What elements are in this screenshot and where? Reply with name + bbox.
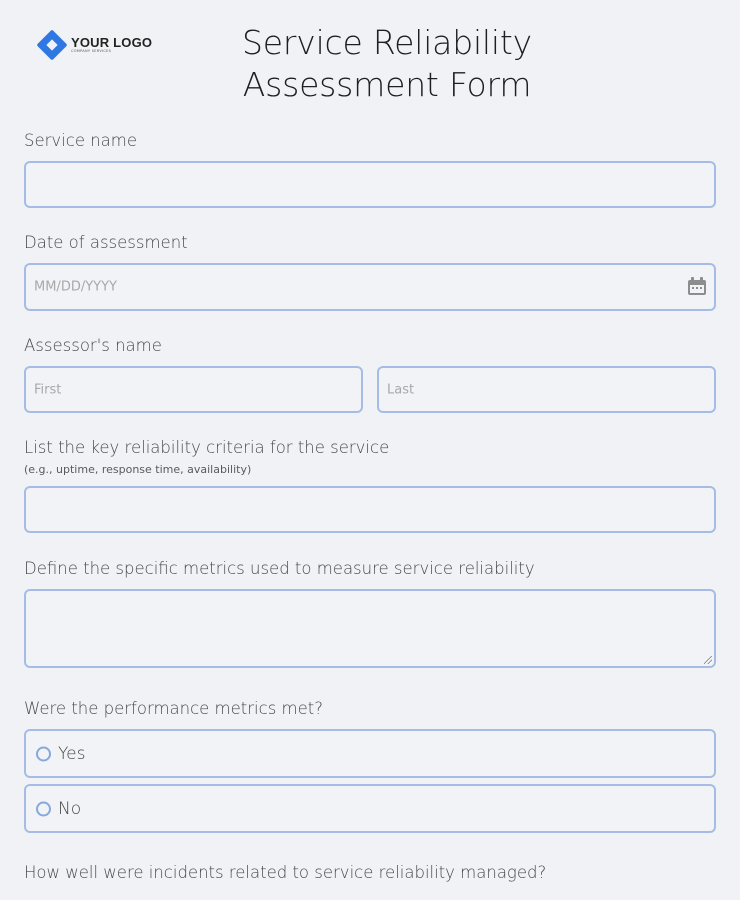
criteria-sublabel: (e.g., uptime, response time, availability) [24, 463, 252, 476]
service-name-label: Service name [24, 131, 138, 150]
criteria-input[interactable] [24, 486, 716, 533]
logo-name: YOUR LOGO [71, 35, 153, 51]
radio-option-yes[interactable] [24, 729, 716, 778]
logo-tagline: COMPANY SERVICES [71, 49, 112, 54]
resize-handle-icon[interactable] [704, 656, 712, 664]
company-logo [37, 30, 152, 60]
radio-yes-circle[interactable] [36, 746, 51, 761]
date-input[interactable] [24, 263, 716, 311]
date-placeholder: MM/DD/YYYY [34, 279, 117, 295]
service-name-input[interactable] [24, 161, 716, 208]
calendar-icon[interactable] [688, 277, 706, 295]
page-title [187, 22, 587, 106]
title-line-1: Service Reliability [242, 23, 532, 62]
title-line-2: Assessment Form [242, 65, 532, 104]
last-name-input[interactable] [377, 366, 716, 413]
metrics-label: Define the specific metrics used to measure service reliability [24, 559, 535, 578]
criteria-label: List the key reliability criteria for the service [24, 438, 390, 457]
incidents-label: How well were incidents related to service reliability managed? [24, 863, 547, 882]
last-name-placeholder: Last [387, 382, 415, 397]
radio-no-circle[interactable] [36, 801, 51, 816]
radio-yes-label: Yes [58, 743, 86, 764]
metrics-textarea[interactable] [24, 589, 716, 668]
date-label: Date of assessment [24, 233, 188, 252]
logo-diamond-icon [37, 30, 67, 60]
radio-option-no[interactable] [24, 784, 716, 833]
first-name-placeholder: First [34, 382, 62, 397]
performance-label: Were the performance metrics met? [24, 699, 323, 718]
first-name-input[interactable] [24, 366, 363, 413]
radio-no-label: No [58, 798, 82, 819]
assessor-label: Assessor's name [24, 336, 162, 355]
